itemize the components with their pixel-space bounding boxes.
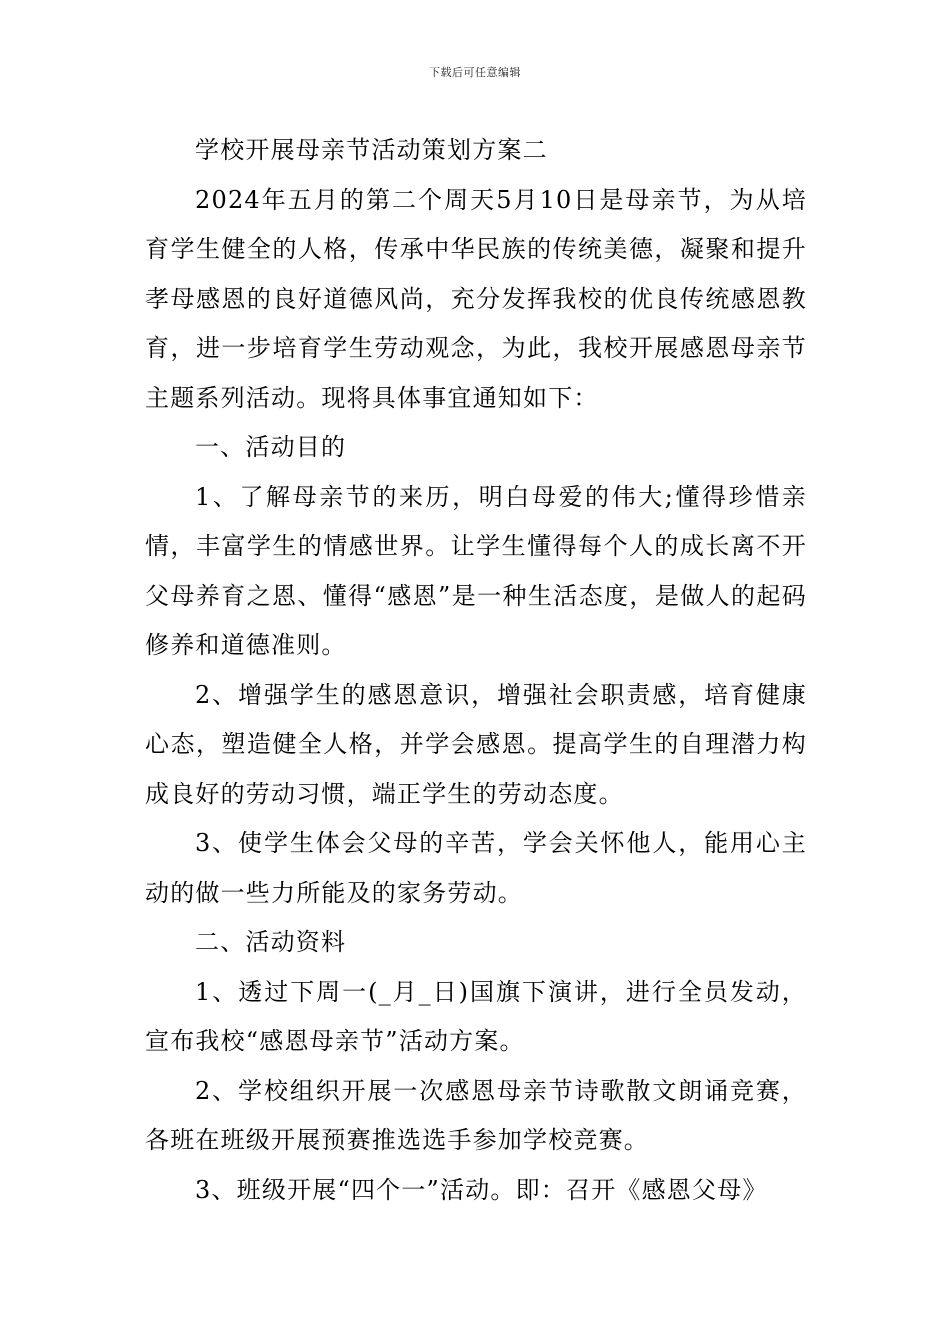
paragraph-materials-1: 1、透过下周一(_月_日)国旗下演讲，进行全员发动，宣布我校“感恩母亲节”活动方案。 <box>145 977 807 1055</box>
header-note: 下载后可任意编辑 <box>429 66 521 79</box>
paragraph-purpose-2: 2、增强学生的感恩意识，增强社会职责感，培育健康心态，塑造健全人格，并学会感恩。提高学生的自理潜力构成良好的劳动习惯，端正学生的劳动态度。 <box>145 680 807 808</box>
section-heading-purpose: 一、活动目的 <box>195 433 347 461</box>
document-title: 学校开展母亲节活动策划方案二 <box>195 136 548 164</box>
document-body <box>145 126 807 1215</box>
paragraph-purpose-3: 3、使学生体会父母的辛苦，学会关怀他人，能用心主动的做一些力所能及的家务劳动。 <box>145 829 807 907</box>
section-heading-materials: 二、活动资料 <box>195 928 347 956</box>
paragraph-materials-3: 3、班级开展“四个一”活动。即：召开《感恩父母》 <box>195 1175 768 1204</box>
paragraph-intro: 2024年五月的第二个周天5月10日是母亲节，为从培育学生健全的人格，传承中华民族的传统美德，凝聚和提升孝母感恩的良好道德风尚，充分发挥我校的优良传统感恩教育，进一步培育学生劳动观念，为此，我校开展感恩母亲节主题系列活动。现将具体事宜通知如下： <box>145 185 807 412</box>
paragraph-purpose-1: 1、了解母亲节的来历，明白母爱的伟大;懂得珍惜亲情，丰富学生的情感世界。让学生懂得每个人的成长离不开父母养育之恩、懂得“感恩”是一种生活态度，是做人的起码修养和道德准则。 <box>145 482 807 659</box>
paragraph-materials-2: 2、学校组织开展一次感恩母亲节诗歌散文朗诵竞赛，各班在班级开展预赛推选选手参加学校竞赛。 <box>145 1076 807 1154</box>
